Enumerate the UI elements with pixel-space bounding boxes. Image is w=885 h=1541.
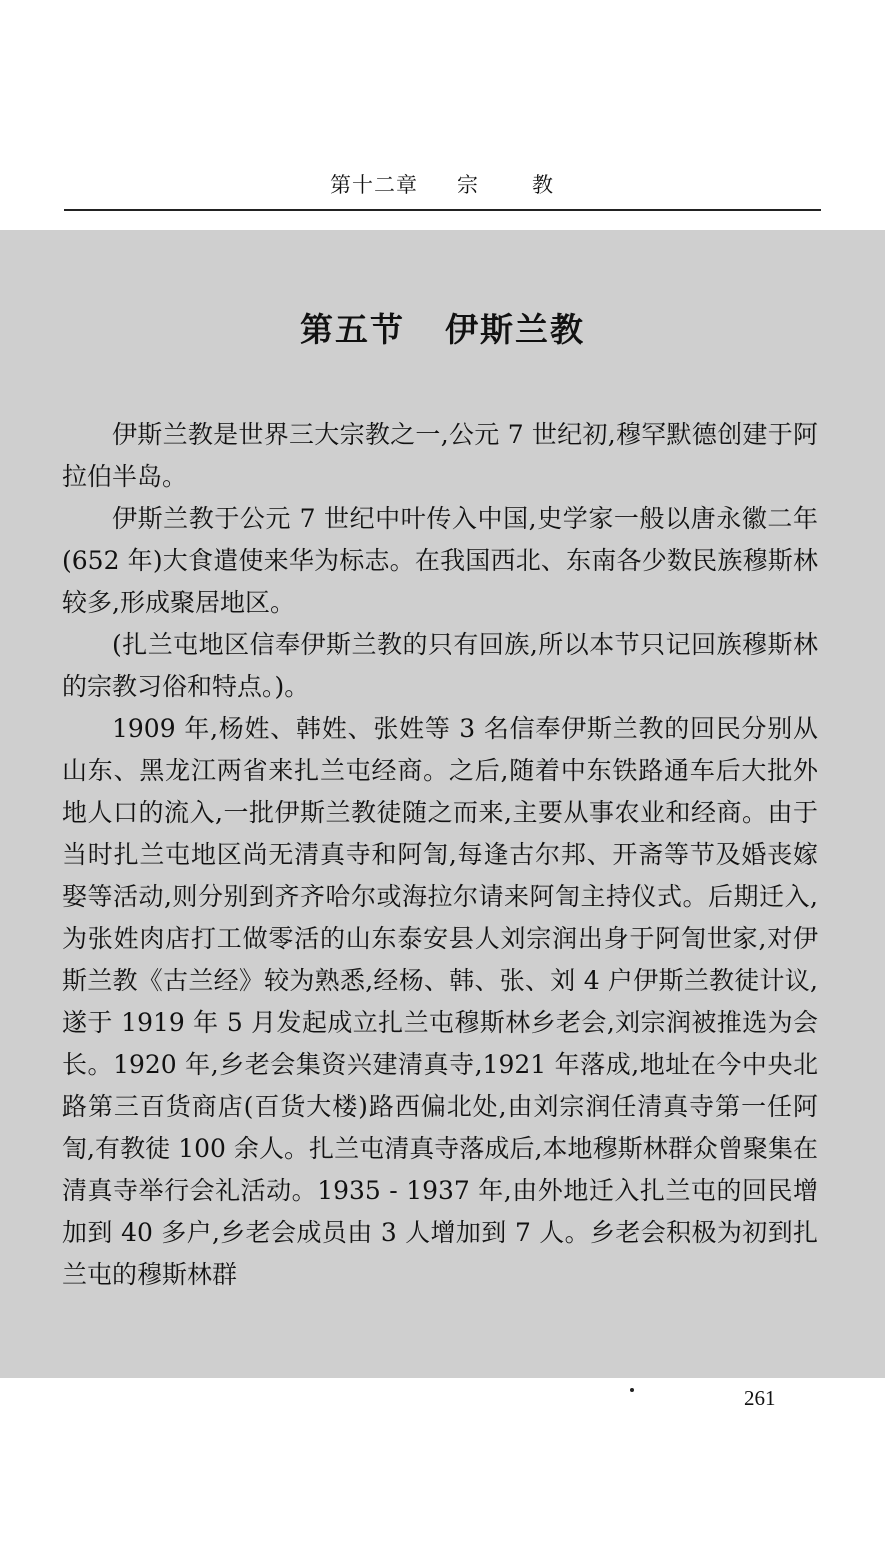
paragraph-3: (扎兰屯地区信奉伊斯兰教的只有回族,所以本节只记回族穆斯林的宗教习俗和特点。)。 [62,630,818,701]
chapter-label: 第十二章 [330,173,418,197]
section-number: 第五节 [300,310,405,349]
paragraph-4: 1909 年,杨姓、韩姓、张姓等 3 名信奉伊斯兰教的回民分别从山东、黑龙江两省来扎兰屯经商。之后,随着中东铁路通车后大批外地人口的流入,一批伊斯兰教徒随之而来,主要从事农业和经商。由于当时扎兰屯地区尚无清真寺和阿訇,每逢古尔邦、开斋等节及婚丧嫁娶等活动,则分别到齐齐哈尔或海拉尔请来阿訇主持仪式。后期迁入,为张姓肉店打工做零活的山东泰安县人刘宗润出身于阿訇世家,对伊斯兰教《古兰经》较为熟悉,经杨、韩、张、刘 4 户伊斯兰教徒计议,遂于 1919 年 5 月发起成立扎兰屯穆斯林乡老会,刘宗润被推选为会长。1920 年,乡老会集资兴建清真寺,1921 年落成,地址在今中央北路第三百货商店(百货大楼)路西偏北处,由刘宗润任清真寺第一任阿訇,有教徒 100 余人。扎兰屯清真寺落成后,本地穆斯林群众曾聚集在清真寺举行会礼活动。1935 - 1937 年,由外地迁入扎兰屯的回民增加到 40 多户,乡老会成员由 3 人增加到 7 人。乡老会积极为初到扎兰屯的穆斯林群 [62,714,818,1289]
paragraph-2: 伊斯兰教于公元 7 世纪中叶传入中国,史学家一般以唐永徽二年(652 年)大食遣使来华为标志。在我国西北、东南各少数民族穆斯林较多,形成聚居地区。 [62,504,818,617]
page-number: 261 [744,1386,776,1410]
chapter-topic-char-2: 教 [532,173,553,197]
chapter-topic-char-1: 宗 [457,173,478,197]
running-header [0,165,885,205]
scan-speck [630,1388,634,1392]
body-text [62,414,818,1296]
section-title [0,304,885,351]
header-rule [64,209,821,211]
section-name: 伊斯兰教 [445,310,585,349]
paragraph-1: 伊斯兰教是世界三大宗教之一,公元 7 世纪初,穆罕默德创建于阿拉伯半岛。 [62,420,818,491]
